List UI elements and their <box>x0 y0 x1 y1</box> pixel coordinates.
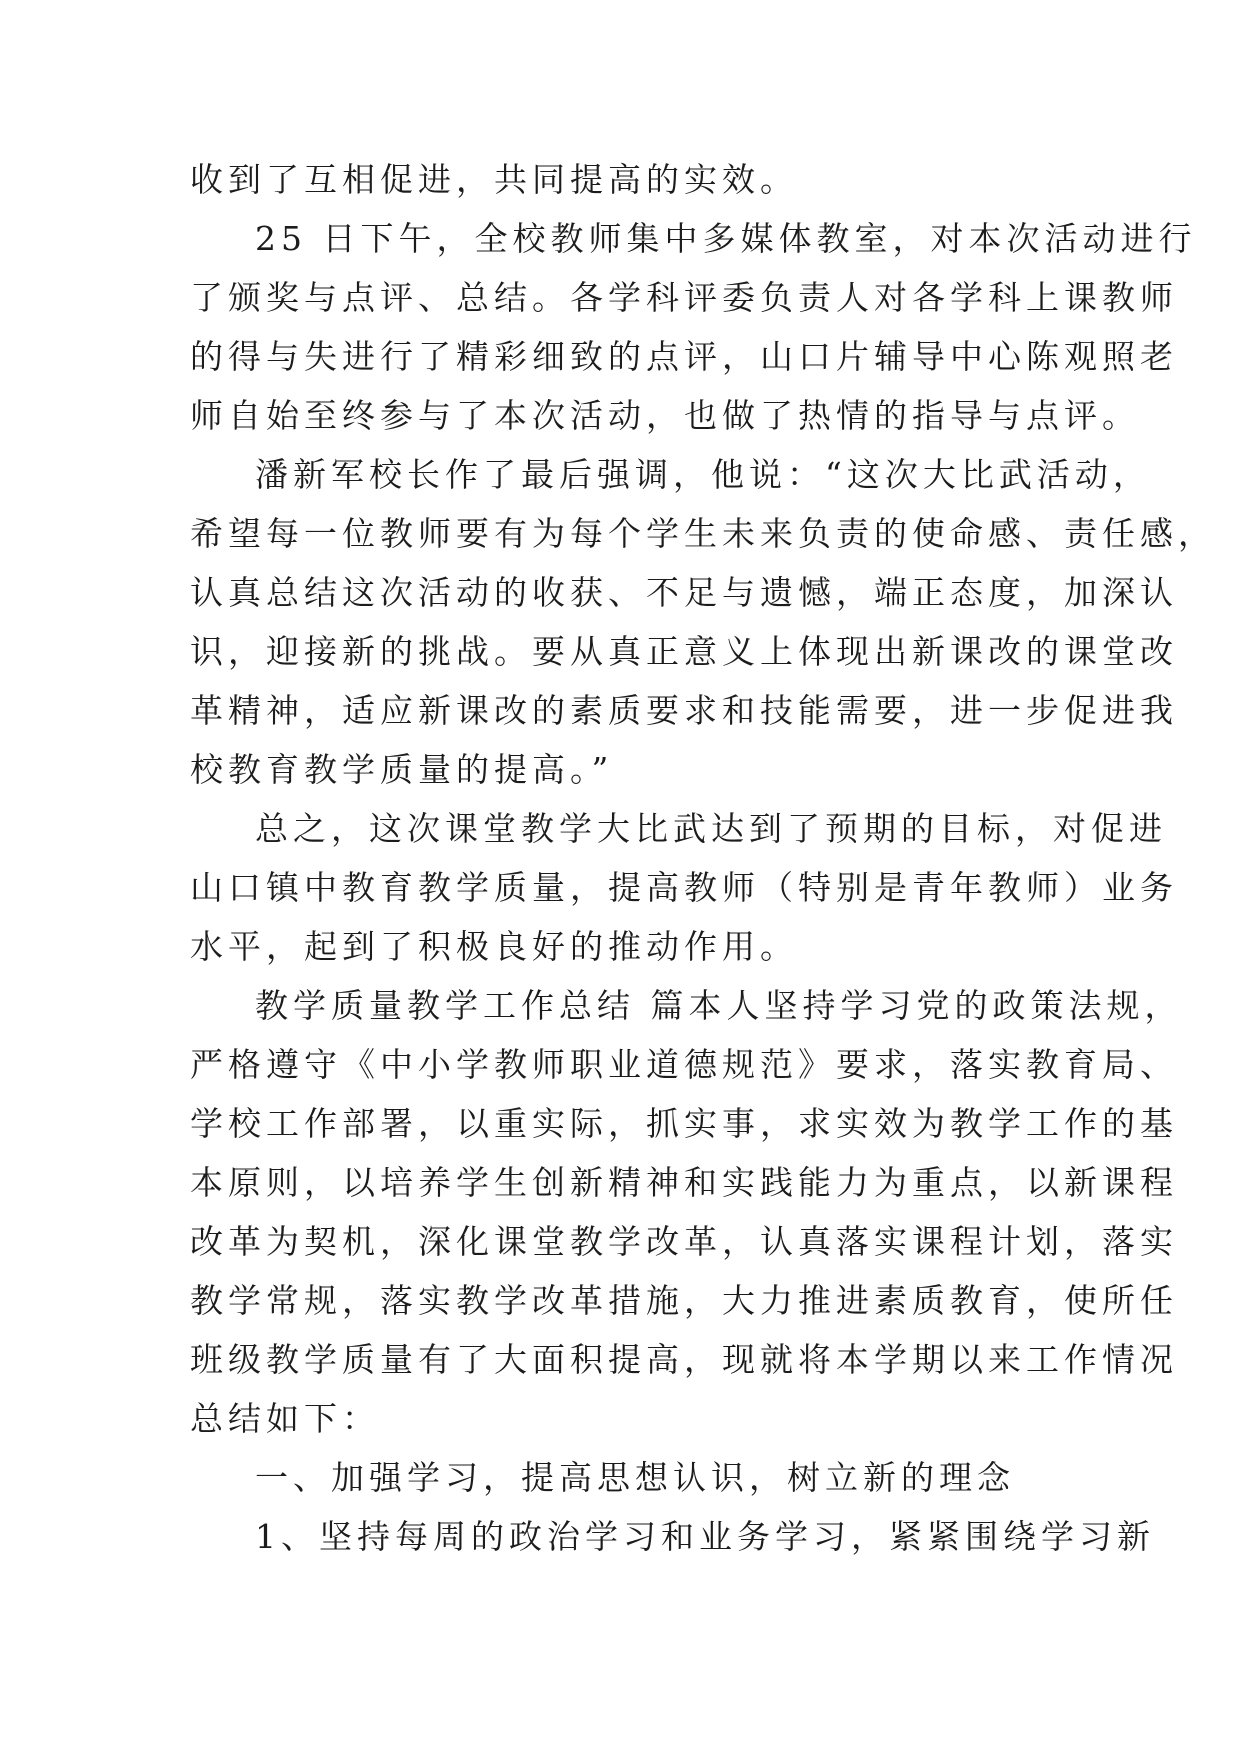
text-line: 总结如下： <box>190 1399 380 1438</box>
text-line: 一、加强学习，提高思想认识，树立新的理念 <box>255 1458 1015 1497</box>
text-line: 师自始至终参与了本次活动，也做了热情的指导与点评。 <box>190 396 1140 435</box>
text-line: 本原则，以培养学生创新精神和实践能力为重点，以新课程 <box>190 1163 1178 1202</box>
text-line: 教学常规，落实教学改革措施，大力推进素质教育，使所任 <box>190 1281 1178 1320</box>
text-line: 班级教学质量有了大面积提高，现就将本学期以来工作情况 <box>190 1340 1178 1379</box>
text-line: 学校工作部署，以重实际，抓实事，求实效为教学工作的基 <box>190 1104 1178 1143</box>
text-line: 收到了互相促进，共同提高的实效。 <box>190 160 798 199</box>
text-line: 识，迎接新的挑战。要从真正意义上体现出新课改的课堂改 <box>190 632 1178 671</box>
text-line: 潘新军校长作了最后强调，他说：“这次大比武活动， <box>255 455 1151 494</box>
text-line: 认真总结这次活动的收获、不足与遗憾，端正态度，加深认 <box>190 573 1178 612</box>
text-line: 1、坚持每周的政治学习和业务学习，紧紧围绕学习新 <box>255 1517 1155 1556</box>
text-line: 水平，起到了积极良好的推动作用。 <box>190 927 798 966</box>
text-line: 严格遵守《中小学教师职业道德规范》要求，落实教育局、 <box>190 1045 1178 1084</box>
text-line: 的得与失进行了精彩细致的点评，山口片辅导中心陈观照老 <box>190 337 1178 376</box>
text-line: 希望每一位教师要有为每个学生未来负责的使命感、责任感， <box>190 514 1216 553</box>
document-body <box>190 150 1216 1566</box>
text-line: 25 日下午，全校教师集中多媒体教室，对本次活动进行 <box>255 219 1197 258</box>
text-line: 校教育教学质量的提高。” <box>190 750 614 789</box>
text-line: 山口镇中教育教学质量，提高教师（特别是青年教师）业务 <box>190 868 1178 907</box>
text-line: 了颁奖与点评、总结。各学科评委负责人对各学科上课教师 <box>190 278 1178 317</box>
text-line: 改革为契机，深化课堂教学改革，认真落实课程计划，落实 <box>190 1222 1178 1261</box>
text-line: 教学质量教学工作总结 篇本人坚持学习党的政策法规， <box>255 986 1183 1025</box>
text-line: 革精神，适应新课改的素质要求和技能需要，进一步促进我 <box>190 691 1178 730</box>
text-line: 总之，这次课堂教学大比武达到了预期的目标，对促进 <box>255 809 1167 848</box>
